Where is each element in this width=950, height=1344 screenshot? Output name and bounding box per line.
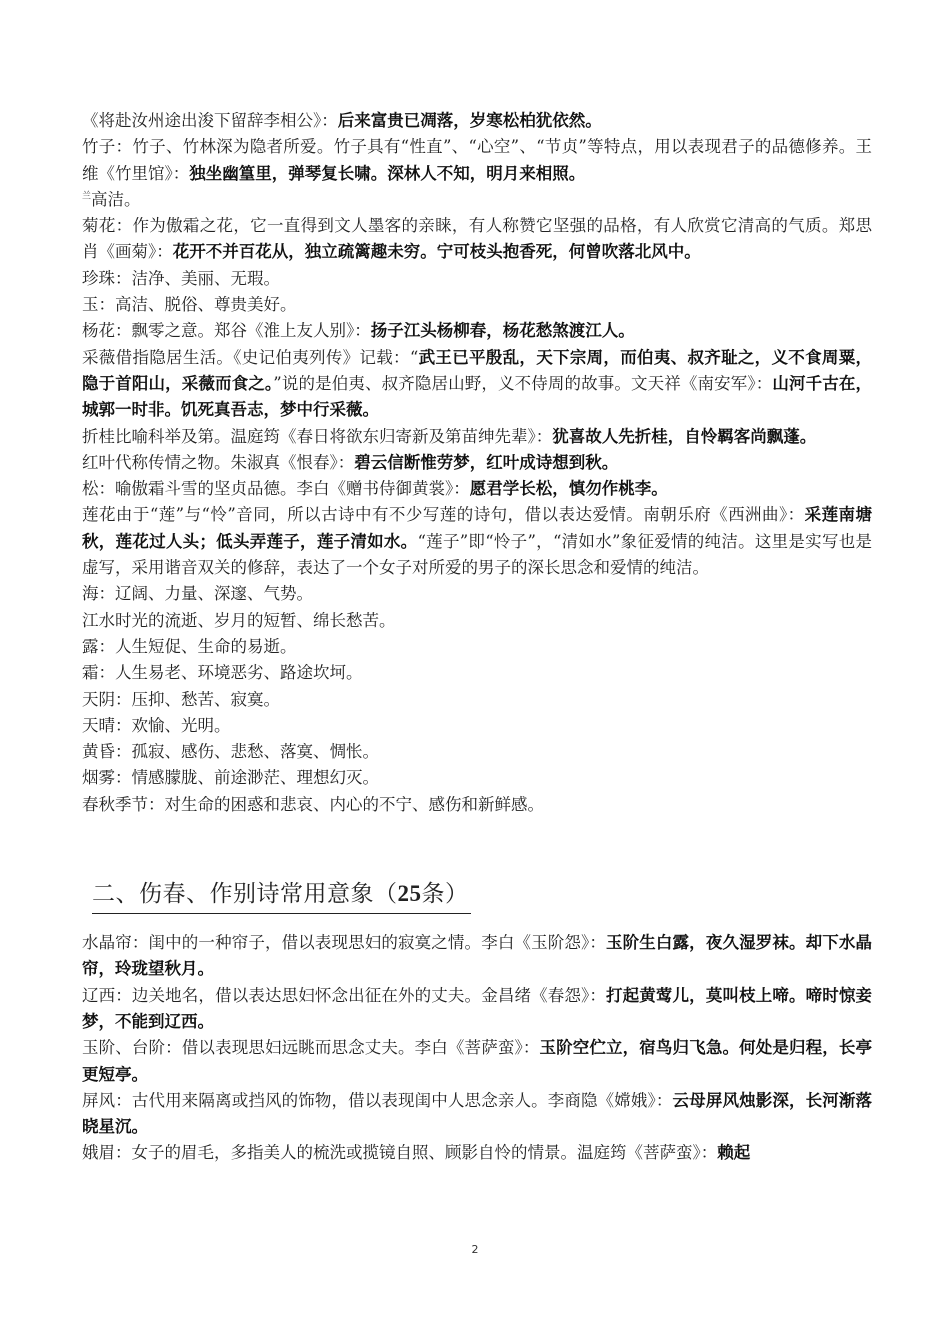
document-page [82,108,872,1167]
poem-quote: 山河千古在，城郭一时非。饥死真吾志，梦中行采薇。 [82,373,873,420]
poem-quote: 独坐幽篁里，弹琴复长啸。深林人不知，明月来相照。 [189,163,586,183]
paragraph [82,266,872,292]
heading-suffix: 条） [421,881,469,908]
paragraph-text: 黄昏：孤寂、感伤、悲愁、落寞、惆怅。 [82,742,379,762]
paragraph [82,1140,872,1166]
imagery-list-section-1 [82,108,872,818]
paragraph-text: 采薇借指隐居生活。《史记伯夷列传》记载：“ [82,347,419,367]
paragraph-text: 玉：高洁、脱俗、尊贵美好。 [82,295,297,315]
paragraph-text: 菊花：作为傲霜之花，它一直得到文人墨客的亲睐，有人称赞它坚强的品格，有人欣赏它清高的气质。郑思肖《画菊》： [82,216,872,262]
poem-quote: 云母屏风烛影深，长河渐落晓星沉。 [82,1090,873,1137]
paragraph [82,1035,872,1088]
paragraph-text: 娥眉：女子的眉毛，多指美人的梳洗或揽镜自照、顾影自怜的情景。温庭筠《菩萨蛮》： [82,1143,718,1163]
poem-quote: 愿君学长松，慎勿作桃李。 [469,479,668,499]
paragraph-text: ”说的是伯夷、叔齐隐居山野，义不侍周的故事。文天祥《南安军》： [273,373,773,393]
paragraph [82,792,872,818]
page-number: 2 [471,1243,479,1256]
section-heading [92,876,471,914]
paragraph-text: 莲花由于“莲”与“怜”音同，所以古诗中有不少写莲的诗句，借以表达爱情。南朝乐府《西洲曲》： [82,505,805,525]
paragraph-text: 高洁。 [91,189,141,209]
poem-quote: 玉阶生白露，夜久湿罗袜。却下水晶帘，玲珑望秋月。 [82,933,873,979]
paragraph [82,292,872,318]
paragraph [82,660,872,686]
paragraph-text: 水晶帘：闺中的一种帘子，借以表现思妇的寂寞之情。李白《玉阶怨》： [82,933,607,953]
paragraph-text: 屏风：古代用来隔离或挡风的饰物，借以表现闺中人思念亲人。李商隐《嫦娥》： [82,1090,673,1110]
paragraph [82,1088,872,1141]
paragraph [82,213,872,266]
paragraph-text: 天阴：压抑、愁苦、寂寞。 [82,689,280,709]
paragraph-text: 辽西：边关地名，借以表达思妇怀念出征在外的丈夫。金昌绪《春怨》： [82,985,607,1005]
heading-prefix: 二、伤春、作别诗常用意象（ [92,881,398,908]
paragraph [82,581,872,607]
paragraph-text: 玉阶、台阶：借以表现思妇远眺而思念丈夫。李白《菩萨蛮》： [82,1038,540,1058]
paragraph-text: 霜：人生易老、环境恶劣、路途坎坷。 [82,663,363,683]
poem-quote: 花开不并百花从，独立疏篱趣未穷。宁可枝头抱香死，何曾吹落北风中。 [172,242,701,262]
paragraph [82,739,872,765]
paragraph-text: 天晴：欢愉、光明。 [82,715,231,735]
paragraph-text: 江水时光的流逝、岁月的短暂、绵长愁苦。 [82,610,396,630]
heading-number: 25 [397,881,422,907]
paragraph [82,930,872,983]
paragraph [82,476,872,502]
paragraph [82,634,872,660]
paragraph [82,318,872,344]
poem-quote: 碧云信断惟劳梦，红叶成诗想到秋。 [354,452,619,472]
paragraph [82,983,872,1036]
paragraph-text: 露：人生短促、生命的易逝。 [82,636,297,656]
paragraph-text: 杨花：飘零之意。郑谷《淮上友人别》： [82,321,371,341]
paragraph [82,134,872,187]
poem-quote: 扬子江头杨柳春，杨花愁煞渡江人。 [370,321,635,341]
paragraph-text: 红叶代称传情之物。朱淑真《恨春》： [82,452,355,472]
poem-quote: 后来富贵已凋落，岁寒松柏犹依然。 [337,111,602,130]
paragraph [82,108,872,134]
poem-quote: 武王已平殷乱，天下宗周，而伯夷、叔齐耻之，义不食周粟，隐于首阳山，采薇而食之。 [82,347,873,393]
poem-quote: 采莲南塘秋，莲花过人头；低头弄莲子，莲子清如水。 [82,505,873,551]
paragraph-text: 海：辽阔、力量、深邃、气势。 [82,584,313,604]
paragraph [82,345,872,424]
poem-quote: 犹喜故人先折桂，自怜羁客尚飘蓬。 [552,426,817,446]
paragraph-text: “莲子”即“怜子”，“清如水”象征爱情的纯洁。这里是实写也是虚写，采用谐音双关的修辞，表达了一个女子对所爱的男子的深长思念和爱情的纯洁。 [82,531,872,578]
paragraph [82,608,872,634]
paragraph [82,713,872,739]
paragraph-text: 竹子：竹子、竹林深为隐者所爱。竹子具有“性直”、“心空”、“节贞”等特点，用以表现君子的品德修养。王维《竹里馆》： [82,137,872,183]
paragraph [82,765,872,791]
poem-quote: 赖起 [717,1143,751,1163]
paragraph-text: 松：喻傲霜斗雪的坚贞品德。李白《赠书侍御黄裳》： [82,479,470,499]
imagery-list-section-2 [82,930,872,1167]
paragraph-text: 折桂比喻科举及第。温庭筠《春日将欲东归寄新及第苗绅先辈》： [82,426,553,446]
paragraph [82,187,872,213]
paragraph-text: 《将赴汝州途出浚下留辞李相公》： [82,111,338,130]
paragraph [82,450,872,476]
paragraph-text: 珍珠：洁净、美丽、无瑕。 [82,268,280,288]
paragraph [82,424,872,450]
paragraph [82,687,872,713]
paragraph [82,502,872,581]
poem-quote: 打起黄莺儿，莫叫枝上啼。啼时惊妾梦，不能到辽西。 [82,985,873,1031]
paragraph-text: 兰 [82,191,92,202]
paragraph-text: 烟雾：情感朦胧、前途渺茫、理想幻灭。 [82,768,379,788]
paragraph-text: 春秋季节：对生命的困惑和悲哀、内心的不宁、感伤和新鲜感。 [82,794,544,814]
poem-quote: 玉阶空伫立，宿鸟归飞急。何处是归程，长亭更短亭。 [82,1038,873,1084]
